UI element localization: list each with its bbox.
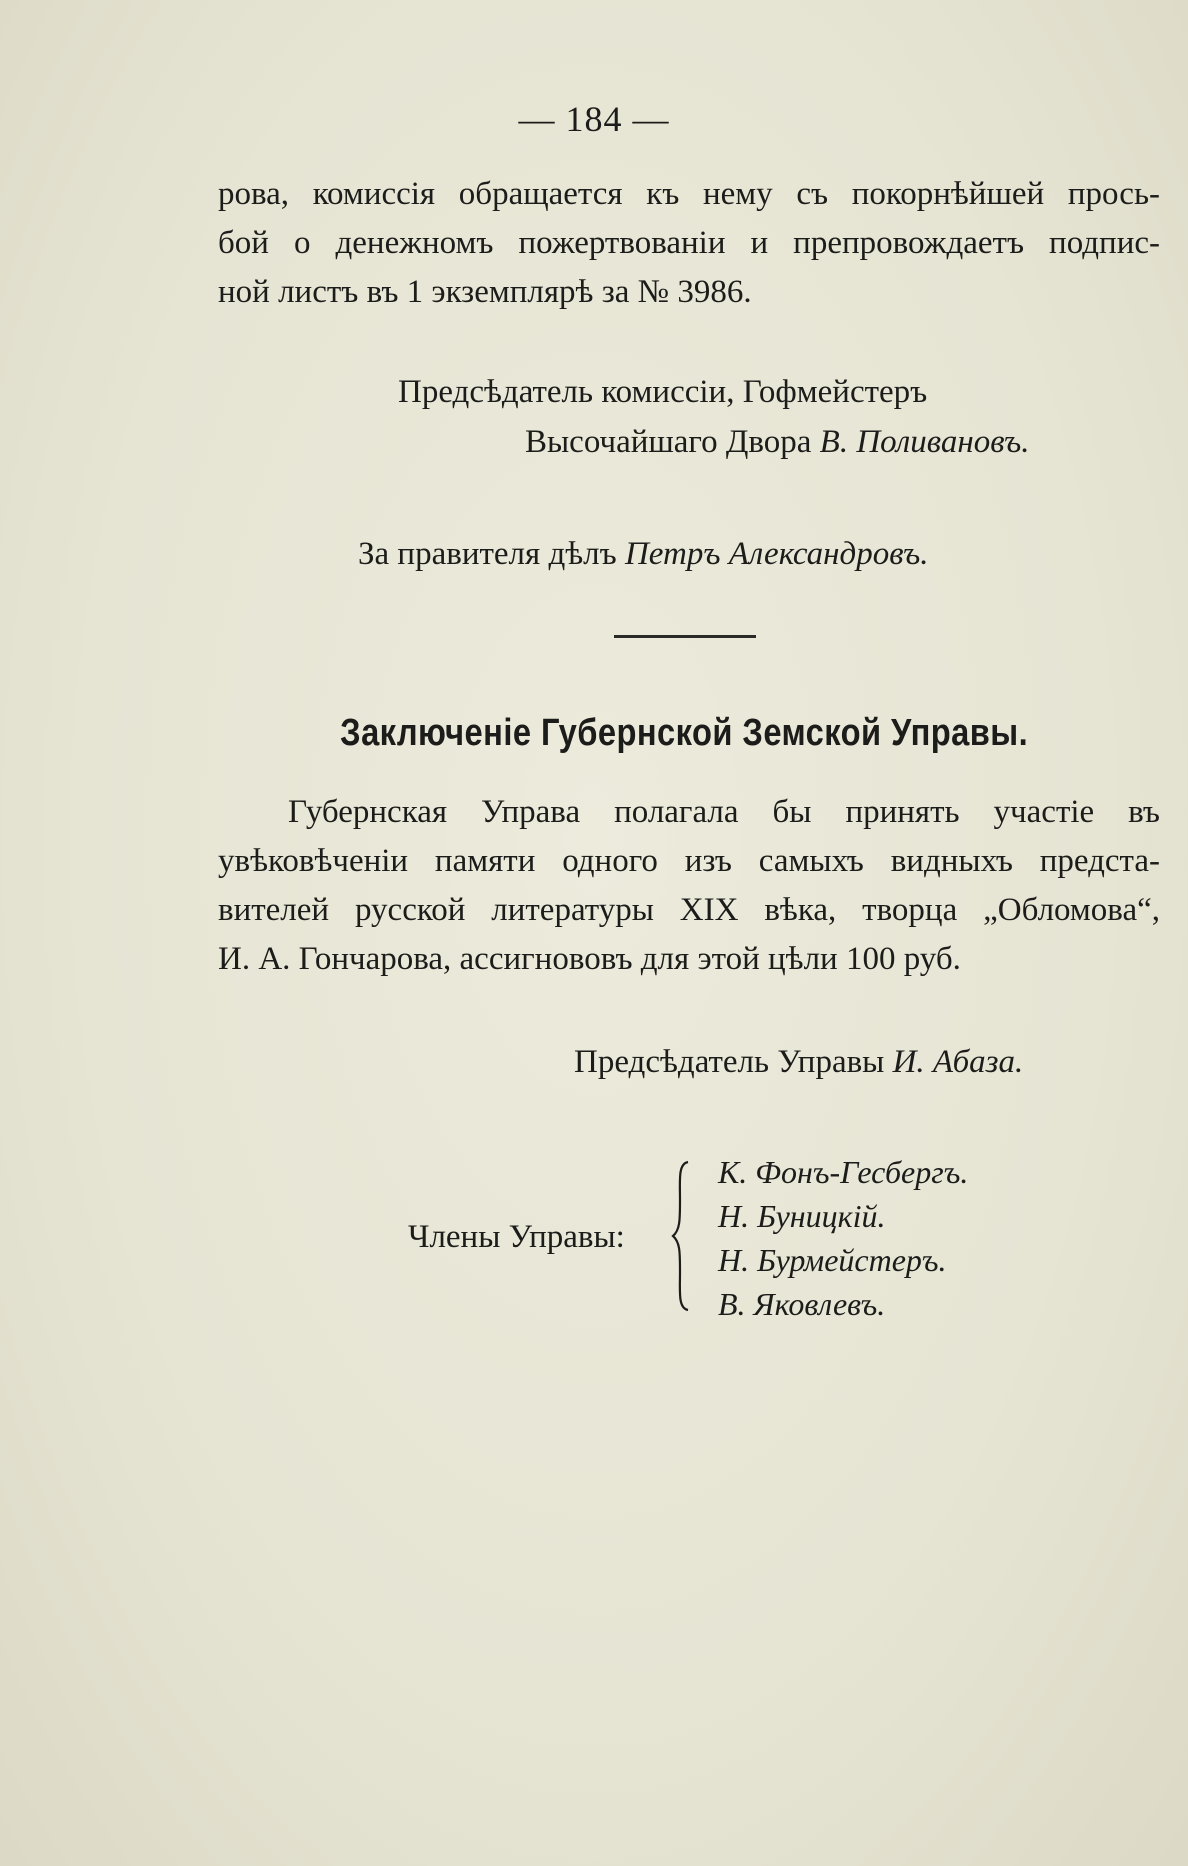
secretary-name: Петръ Александровъ. [624,536,929,572]
page-number: — 184 — [518,99,670,139]
board-chairman-name: И. Абаза. [892,1044,1024,1080]
section-heading [96,712,1118,755]
chairman-name: В. Поливановъ. [819,424,1030,460]
curly-brace-icon [670,1160,692,1312]
paragraph-line: рова, комиссія обращается къ нему съ покорнѣйшей прось- [218,176,1160,212]
board-chairman-title: Предсѣдатель Управы [574,1044,893,1080]
commission-chairman-title: Предсѣдатель комиссіи, Гофмейстеръ [398,374,928,410]
paragraph-commission-request [218,170,1160,317]
commission-chairman-signature [525,418,1029,467]
secretary-title: За правителя дѣлъ [358,536,625,572]
paragraph-line: Губернская Управа полагала бы принять участіе въ [288,794,1160,830]
paragraph-line: увѣковѣченіи памяти одного изъ самыхъ видныхъ предста- [218,843,1160,879]
paragraph-line: бой о денежномъ пожертвованіи и препровождаетъ подпис- [218,225,1160,261]
paragraph-line: И. А. Гончарова, ассигнововъ для этой цѣли 100 руб. [218,941,961,977]
member-name: В. Яковлевъ. [718,1286,886,1322]
member-name: Н. Бурмейстеръ. [718,1242,947,1278]
member-name: Н. Буницкій. [718,1198,886,1234]
paragraph-line: ной листъ въ 1 экземплярѣ за № 3986. [218,274,752,310]
secretary-signature [358,530,929,579]
paragraph-line: вителей русской литературы XIX вѣка, творца „Обломова“, [218,892,1160,928]
court-title: Высочайшаго Двора [525,424,820,460]
members-label: Члены Управы: [408,1219,625,1255]
section-divider [614,635,756,638]
section-heading-text: Заключеніе Губернской Земской Управы. [340,712,1029,754]
paragraph-board-conclusion [218,788,1160,984]
member-name: К. Фонъ-Гесбергъ. [718,1154,969,1190]
board-chairman-signature [574,1038,1023,1087]
members-list [718,1150,968,1326]
